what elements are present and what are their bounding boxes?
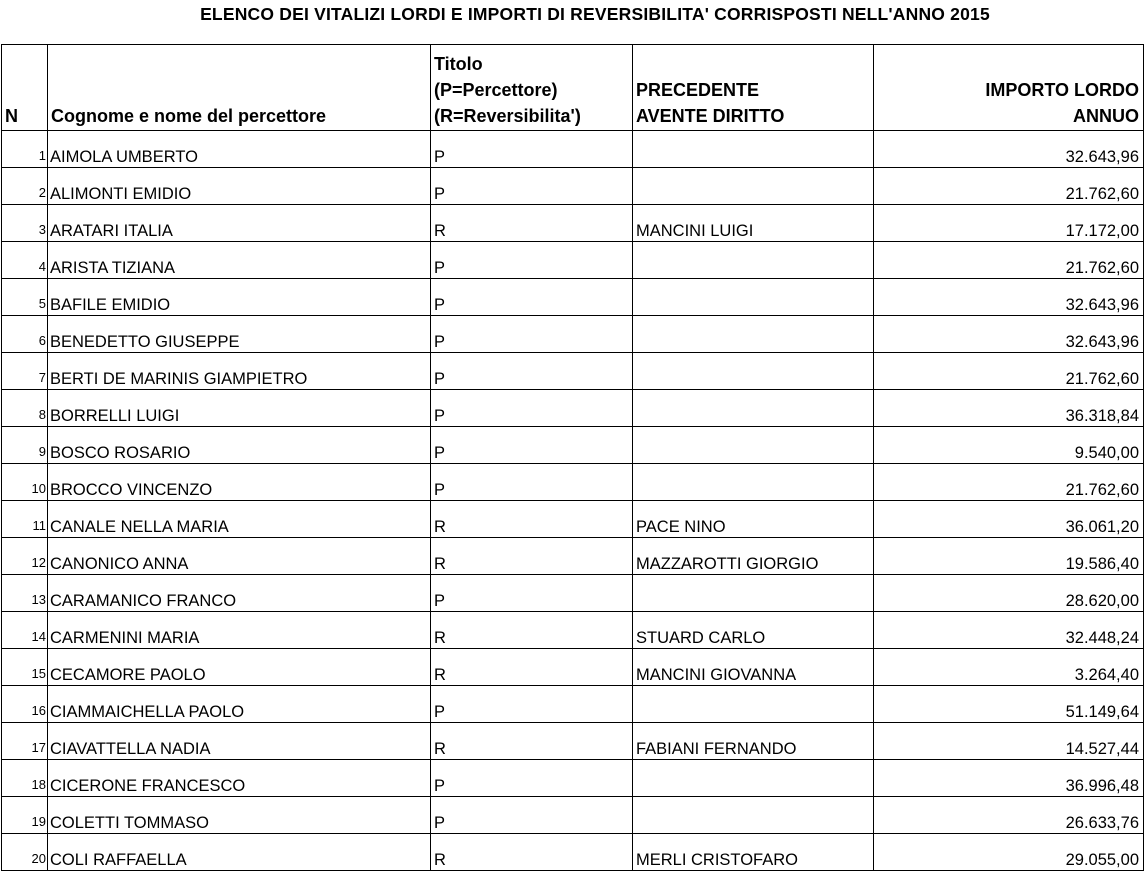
row-number: 9: [2, 427, 48, 464]
recipient-name: CIAVATTELLA NADIA: [48, 723, 431, 760]
previous-holder: [633, 797, 874, 834]
recipient-name: BORRELLI LUIGI: [48, 390, 431, 427]
recipient-name: ARATARI ITALIA: [48, 205, 431, 242]
previous-holder: MAZZAROTTI GIORGIO: [633, 538, 874, 575]
recipient-name: CARMENINI MARIA: [48, 612, 431, 649]
gross-annual-amount: 36.996,48: [874, 760, 1144, 797]
row-number: 11: [2, 501, 48, 538]
previous-holder: [633, 131, 874, 168]
table-row: [2, 797, 1144, 834]
recipient-name: BAFILE EMIDIO: [48, 279, 431, 316]
titolo-code: P: [431, 464, 633, 501]
gross-annual-amount: 29.055,00: [874, 834, 1144, 871]
recipient-name: ARISTA TIZIANA: [48, 242, 431, 279]
titolo-code: P: [431, 316, 633, 353]
recipient-name: COLETTI TOMMASO: [48, 797, 431, 834]
header-precedente: [633, 45, 874, 131]
header-precedente-line: PRECEDENTE: [636, 80, 760, 100]
titolo-code: P: [431, 353, 633, 390]
recipient-name: BOSCO ROSARIO: [48, 427, 431, 464]
titolo-code: R: [431, 538, 633, 575]
previous-holder: MANCINI GIOVANNA: [633, 649, 874, 686]
previous-holder: [633, 242, 874, 279]
row-number: 5: [2, 279, 48, 316]
table-row: [2, 353, 1144, 390]
gross-annual-amount: 19.586,40: [874, 538, 1144, 575]
row-number: 12: [2, 538, 48, 575]
recipient-name: CICERONE FRANCESCO: [48, 760, 431, 797]
previous-holder: STUARD CARLO: [633, 612, 874, 649]
previous-holder: [633, 390, 874, 427]
header-titolo-line: (P=Percettore): [434, 80, 558, 100]
table-row: [2, 390, 1144, 427]
table-header: [2, 45, 1144, 131]
gross-annual-amount: 21.762,60: [874, 464, 1144, 501]
previous-holder: [633, 427, 874, 464]
table-row: [2, 279, 1144, 316]
gross-annual-amount: 28.620,00: [874, 575, 1144, 612]
table-row: [2, 686, 1144, 723]
titolo-code: R: [431, 649, 633, 686]
previous-holder: [633, 760, 874, 797]
previous-holder: [633, 279, 874, 316]
titolo-code: P: [431, 131, 633, 168]
annuity-table: [1, 44, 1144, 871]
gross-annual-amount: 14.527,44: [874, 723, 1144, 760]
row-number: 17: [2, 723, 48, 760]
table-row: [2, 205, 1144, 242]
gross-annual-amount: 32.448,24: [874, 612, 1144, 649]
titolo-code: R: [431, 612, 633, 649]
table-row: [2, 834, 1144, 871]
recipient-name: BROCCO VINCENZO: [48, 464, 431, 501]
titolo-code: P: [431, 797, 633, 834]
header-titolo: [431, 45, 633, 131]
recipient-name: COLI RAFFAELLA: [48, 834, 431, 871]
header-row: [2, 45, 1144, 131]
titolo-code: P: [431, 427, 633, 464]
row-number: 19: [2, 797, 48, 834]
gross-annual-amount: 3.264,40: [874, 649, 1144, 686]
row-number: 10: [2, 464, 48, 501]
row-number: 15: [2, 649, 48, 686]
row-number: 4: [2, 242, 48, 279]
table-row: [2, 242, 1144, 279]
table-row: [2, 464, 1144, 501]
recipient-name: CANONICO ANNA: [48, 538, 431, 575]
previous-holder: [633, 464, 874, 501]
table-row: [2, 612, 1144, 649]
table-row: [2, 723, 1144, 760]
recipient-name: CECAMORE PAOLO: [48, 649, 431, 686]
previous-holder: MERLI CRISTOFARO: [633, 834, 874, 871]
header-importo: [874, 45, 1144, 131]
recipient-name: BENEDETTO GIUSEPPE: [48, 316, 431, 353]
row-number: 2: [2, 168, 48, 205]
titolo-code: R: [431, 205, 633, 242]
row-number: 13: [2, 575, 48, 612]
gross-annual-amount: 51.149,64: [874, 686, 1144, 723]
titolo-code: P: [431, 575, 633, 612]
header-titolo-line: Titolo: [434, 54, 483, 74]
row-number: 16: [2, 686, 48, 723]
row-number: 18: [2, 760, 48, 797]
titolo-code: P: [431, 760, 633, 797]
titolo-code: P: [431, 242, 633, 279]
previous-holder: [633, 168, 874, 205]
row-number: 7: [2, 353, 48, 390]
table-row: [2, 649, 1144, 686]
row-number: 14: [2, 612, 48, 649]
table-body: [2, 131, 1144, 871]
table-row: [2, 501, 1144, 538]
gross-annual-amount: 21.762,60: [874, 168, 1144, 205]
row-number: 20: [2, 834, 48, 871]
titolo-code: R: [431, 501, 633, 538]
titolo-code: R: [431, 834, 633, 871]
previous-holder: PACE NINO: [633, 501, 874, 538]
previous-holder: FABIANI FERNANDO: [633, 723, 874, 760]
header-titolo-line: (R=Reversibilita'): [434, 106, 581, 126]
table-row: [2, 131, 1144, 168]
previous-holder: [633, 575, 874, 612]
table-row: [2, 427, 1144, 464]
row-number: 6: [2, 316, 48, 353]
titolo-code: R: [431, 723, 633, 760]
recipient-name: AIMOLA UMBERTO: [48, 131, 431, 168]
table-row: [2, 168, 1144, 205]
gross-annual-amount: 32.643,96: [874, 131, 1144, 168]
gross-annual-amount: 9.540,00: [874, 427, 1144, 464]
row-number: 3: [2, 205, 48, 242]
titolo-code: P: [431, 390, 633, 427]
previous-holder: [633, 353, 874, 390]
previous-holder: [633, 686, 874, 723]
table-row: [2, 316, 1144, 353]
gross-annual-amount: 36.061,20: [874, 501, 1144, 538]
gross-annual-amount: 21.762,60: [874, 242, 1144, 279]
row-number: 1: [2, 131, 48, 168]
header-importo-line: ANNUO: [1073, 106, 1139, 126]
gross-annual-amount: 26.633,76: [874, 797, 1144, 834]
gross-annual-amount: 32.643,96: [874, 316, 1144, 353]
table-row: [2, 538, 1144, 575]
header-importo-line: IMPORTO LORDO: [985, 80, 1139, 100]
gross-annual-amount: 17.172,00: [874, 205, 1144, 242]
titolo-code: P: [431, 686, 633, 723]
previous-holder: [633, 316, 874, 353]
recipient-name: CARAMANICO FRANCO: [48, 575, 431, 612]
row-number: 8: [2, 390, 48, 427]
header-recipient-name: Cognome e nome del percettore: [48, 45, 431, 131]
recipient-name: CANALE NELLA MARIA: [48, 501, 431, 538]
previous-holder: MANCINI LUIGI: [633, 205, 874, 242]
recipient-name: ALIMONTI EMIDIO: [48, 168, 431, 205]
document-title: ELENCO DEI VITALIZI LORDI E IMPORTI DI REVERSIBILITA' CORRISPOSTI NELL'ANNO 2015: [200, 4, 990, 24]
gross-annual-amount: 21.762,60: [874, 353, 1144, 390]
header-number: N: [2, 45, 48, 131]
table-row: [2, 575, 1144, 612]
recipient-name: BERTI DE MARINIS GIAMPIETRO: [48, 353, 431, 390]
header-precedente-line: AVENTE DIRITTO: [636, 106, 785, 126]
gross-annual-amount: 32.643,96: [874, 279, 1144, 316]
titolo-code: P: [431, 279, 633, 316]
recipient-name: CIAMMAICHELLA PAOLO: [48, 686, 431, 723]
table-row: [2, 760, 1144, 797]
titolo-code: P: [431, 168, 633, 205]
gross-annual-amount: 36.318,84: [874, 390, 1144, 427]
